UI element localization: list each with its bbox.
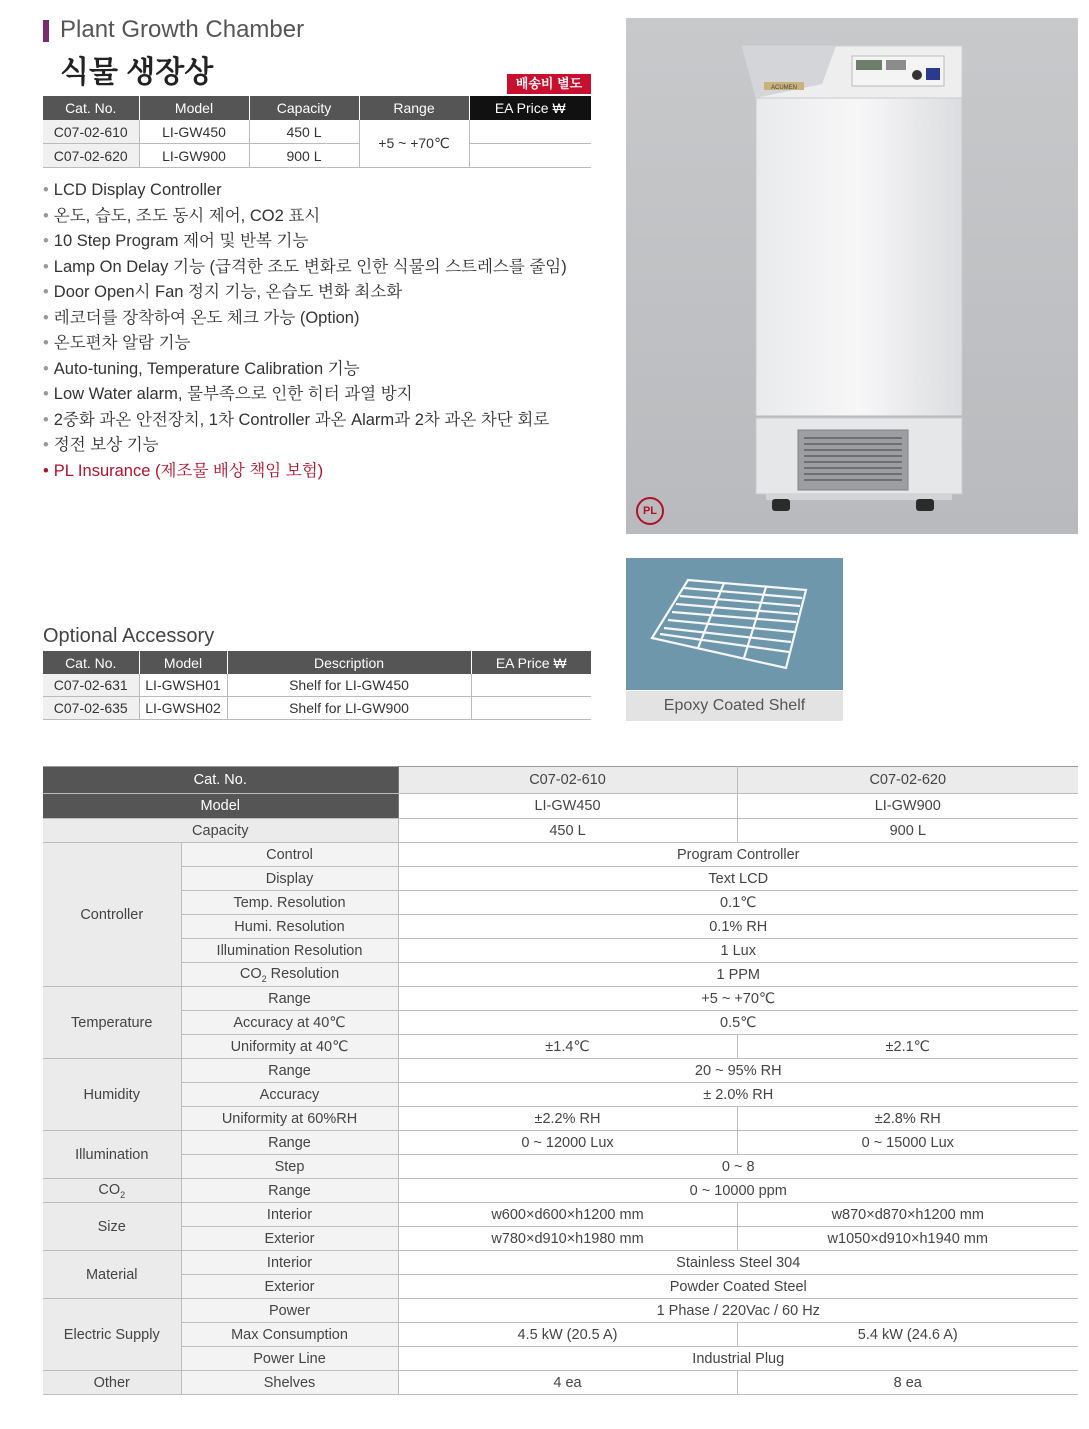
label-exterior: Exterior [181,1227,398,1251]
table-row [43,794,1078,819]
value-display: Text LCD [398,867,1078,891]
spec-table [43,766,1078,1395]
label-range: Range [181,1059,398,1083]
value-shelves-450: 4 ea [398,1371,737,1395]
growth-chamber-illustration [626,18,1078,534]
list-item: • LCD Display Controller [43,181,222,199]
product-table-header [43,96,591,120]
value-size-exterior-450: w780×d910×h1980 mm [398,1227,737,1251]
table-row [43,1227,1078,1251]
price-cell [471,674,591,697]
product-photo [626,18,1078,534]
value-temp-uniformity-450: ±1.4℃ [398,1035,737,1059]
table-row [43,767,1078,794]
shelf-photo [626,558,843,690]
label-display: Display [181,867,398,891]
label-interior: Interior [181,1203,398,1227]
label-max-consumption: Max Consumption [181,1323,398,1347]
col-capacity: Capacity [249,96,359,120]
table-row [43,144,591,168]
table-row [43,1203,1078,1227]
spec-capacity-900: 900 L [737,819,1078,843]
col-description: Description [227,651,471,674]
page-title-ko: 식물 생장상 [60,56,214,89]
list-item: • Lamp On Delay 기능 (급격한 조도 변화로 인한 식물의 스트레스를 줄임) [43,257,567,276]
list-item-pl-insurance: • PL Insurance (제조물 배상 책임 보험) [43,461,324,480]
table-row [43,1107,1078,1131]
label-range: Range [181,1131,398,1155]
label-co2-resolution: $CO_2$ Resolution [181,963,398,987]
accessory-table [43,651,591,720]
value-humi-accuracy: ± 2.0% RH [398,1083,1078,1107]
label-step: Step [181,1155,398,1179]
label-interior: Interior [181,1251,398,1275]
label-power: Power [181,1299,398,1323]
value-humi-uniformity-900: ±2.8% RH [737,1107,1078,1131]
feature-list [43,178,567,484]
group-electric-supply: Electric Supply [43,1299,181,1371]
table-row [43,1011,1078,1035]
label-uniformity-60: Uniformity at 60%RH [181,1107,398,1131]
value-max-consumption-450: 4.5 kW (20.5 A) [398,1323,737,1347]
value-power-line: Industrial Plug [398,1347,1078,1371]
group-other: Other [43,1371,181,1395]
table-row [43,1035,1078,1059]
col-range: Range [359,96,469,120]
product-table [43,96,591,168]
value-illumination-resolution: 1 Lux [398,939,1078,963]
group-material: Material [43,1251,181,1299]
value-size-interior-900: w870×d870×h1200 mm [737,1203,1078,1227]
value-control: Program Controller [398,843,1078,867]
capacity-cell: 900 L [249,144,359,168]
table-row [43,1371,1078,1395]
label-illumination-resolution: Illumination Resolution [181,939,398,963]
price-cell [471,697,591,720]
list-item: • 온도편차 알람 기능 [43,334,191,352]
model-cell: LI-GWSH01 [139,674,227,697]
group-co2: $CO_2$ [43,1179,181,1203]
value-temp-uniformity-900: ±2.1℃ [737,1035,1078,1059]
table-row [43,1155,1078,1179]
value-temp-range: +5 ~ +70℃ [398,987,1078,1011]
spec-cat-620: C07-02-620 [737,767,1078,794]
col-model: Model [139,96,249,120]
table-row [43,1083,1078,1107]
table-row [43,819,1078,843]
spec-cat-label: Cat. No. [43,767,398,794]
value-illum-range-450: 0 ~ 12000 Lux [398,1131,737,1155]
model-cell: LI-GWSH02 [139,697,227,720]
table-row [43,915,1078,939]
accessory-title: Optional Accessory [43,625,215,647]
list-item: • 10 Step Program 제어 및 반복 기능 [43,232,309,250]
value-illum-range-900: 0 ~ 15000 Lux [737,1131,1078,1155]
model-cell: LI-GW900 [139,144,249,168]
spec-model-450: LI-GW450 [398,794,737,819]
spec-capacity-label: Capacity [43,819,398,843]
price-cell [469,144,591,168]
table-row [43,1251,1078,1275]
accessory-table-header [43,651,591,674]
label-shelves: Shelves [181,1371,398,1395]
description-cell: Shelf for LI-GW900 [227,697,471,720]
value-max-consumption-900: 5.4 kW (24.6 A) [737,1323,1078,1347]
table-row [43,1299,1078,1323]
model-cell: LI-GW450 [139,120,249,144]
col-price: EA Price ₩ [471,651,591,674]
col-price: EA Price ₩ [469,96,591,120]
label-temp-resolution: Temp. Resolution [181,891,398,915]
spec-capacity-450: 450 L [398,819,737,843]
group-humidity: Humidity [43,1059,181,1131]
page-title-en: Plant Growth Chamber [60,16,305,43]
shelf-caption: Epoxy Coated Shelf [626,691,843,721]
label-range: Range [181,1179,398,1203]
table-row [43,674,591,697]
value-size-interior-450: w600×d600×h1200 mm [398,1203,737,1227]
value-shelves-900: 8 ea [737,1371,1078,1395]
table-row [43,697,591,720]
capacity-cell: 450 L [249,120,359,144]
label-accuracy: Accuracy [181,1083,398,1107]
range-cell: +5 ~ +70℃ [359,120,469,168]
value-temp-accuracy: 0.5℃ [398,1011,1078,1035]
list-item: • Door Open시 Fan 정지 기능, 온습도 변화 최소화 [43,283,403,301]
value-humi-range: 20 ~ 95% RH [398,1059,1078,1083]
table-row [43,891,1078,915]
wire-shelf-illustration [626,558,843,690]
label-humi-resolution: Humi. Resolution [181,915,398,939]
list-item: • Low Water alarm, 물부족으로 인한 히터 과열 방지 [43,385,413,403]
table-row [43,1059,1078,1083]
table-row [43,843,1078,867]
label-power-line: Power Line [181,1347,398,1371]
spec-model-900: LI-GW900 [737,794,1078,819]
value-humi-uniformity-450: ±2.2% RH [398,1107,737,1131]
table-row [43,1131,1078,1155]
table-row [43,963,1078,987]
cat-no-cell: C07-02-610 [43,120,139,144]
price-cell [469,120,591,144]
value-material-exterior: Powder Coated Steel [398,1275,1078,1299]
value-temp-resolution: 0.1℃ [398,891,1078,915]
table-row [43,1179,1078,1203]
group-temperature: Temperature [43,987,181,1059]
group-size: Size [43,1203,181,1251]
cat-no-cell: C07-02-631 [43,674,139,697]
table-row [43,1347,1078,1371]
value-power: 1 Phase / 220Vac / 60 Hz [398,1299,1078,1323]
label-exterior: Exterior [181,1275,398,1299]
value-co2-resolution: 1 PPM [398,963,1078,987]
spec-cat-610: C07-02-610 [398,767,737,794]
pl-insurance-logo: PL [636,497,664,525]
group-illumination: Illumination [43,1131,181,1179]
value-humi-resolution: 0.1% RH [398,915,1078,939]
label-range: Range [181,987,398,1011]
label-accuracy-40: Accuracy at 40℃ [181,1011,398,1035]
value-size-exterior-900: w1050×d910×h1940 mm [737,1227,1078,1251]
label-uniformity-40: Uniformity at 40℃ [181,1035,398,1059]
brand-plate-text: ACUMEN [770,85,798,91]
list-item: • 레코더를 장착하여 온도 체크 가능 (Option) [43,308,360,327]
col-model: Model [139,651,227,674]
table-row [43,1275,1078,1299]
group-controller: Controller [43,843,181,987]
description-cell: Shelf for LI-GW450 [227,674,471,697]
list-item: • 정전 보상 기능 [43,436,159,454]
table-row [43,1323,1078,1347]
table-row [43,939,1078,963]
col-cat-no: Cat. No. [43,96,139,120]
title-accent-bar [43,20,49,42]
cat-no-cell: C07-02-635 [43,697,139,720]
value-co2-range: 0 ~ 10000 ppm [398,1179,1078,1203]
list-item: • 온도, 습도, 조도 동시 제어, CO2 표시 [43,206,321,225]
spec-model-label: Model [43,794,398,819]
value-material-interior: Stainless Steel 304 [398,1251,1078,1275]
table-row [43,987,1078,1011]
list-item: • Auto-tuning, Temperature Calibration 기능 [43,359,360,378]
list-item: • 2중화 과온 안전장치, 1차 Controller 과온 Alarm과 2차 과온 차단 회로 [43,410,550,429]
shipping-badge: 배송비 별도 [507,74,591,94]
col-cat-no: Cat. No. [43,651,139,674]
value-illum-step: 0 ~ 8 [398,1155,1078,1179]
table-row [43,867,1078,891]
cat-no-cell: C07-02-620 [43,144,139,168]
label-control: Control [181,843,398,867]
table-row [43,120,591,144]
